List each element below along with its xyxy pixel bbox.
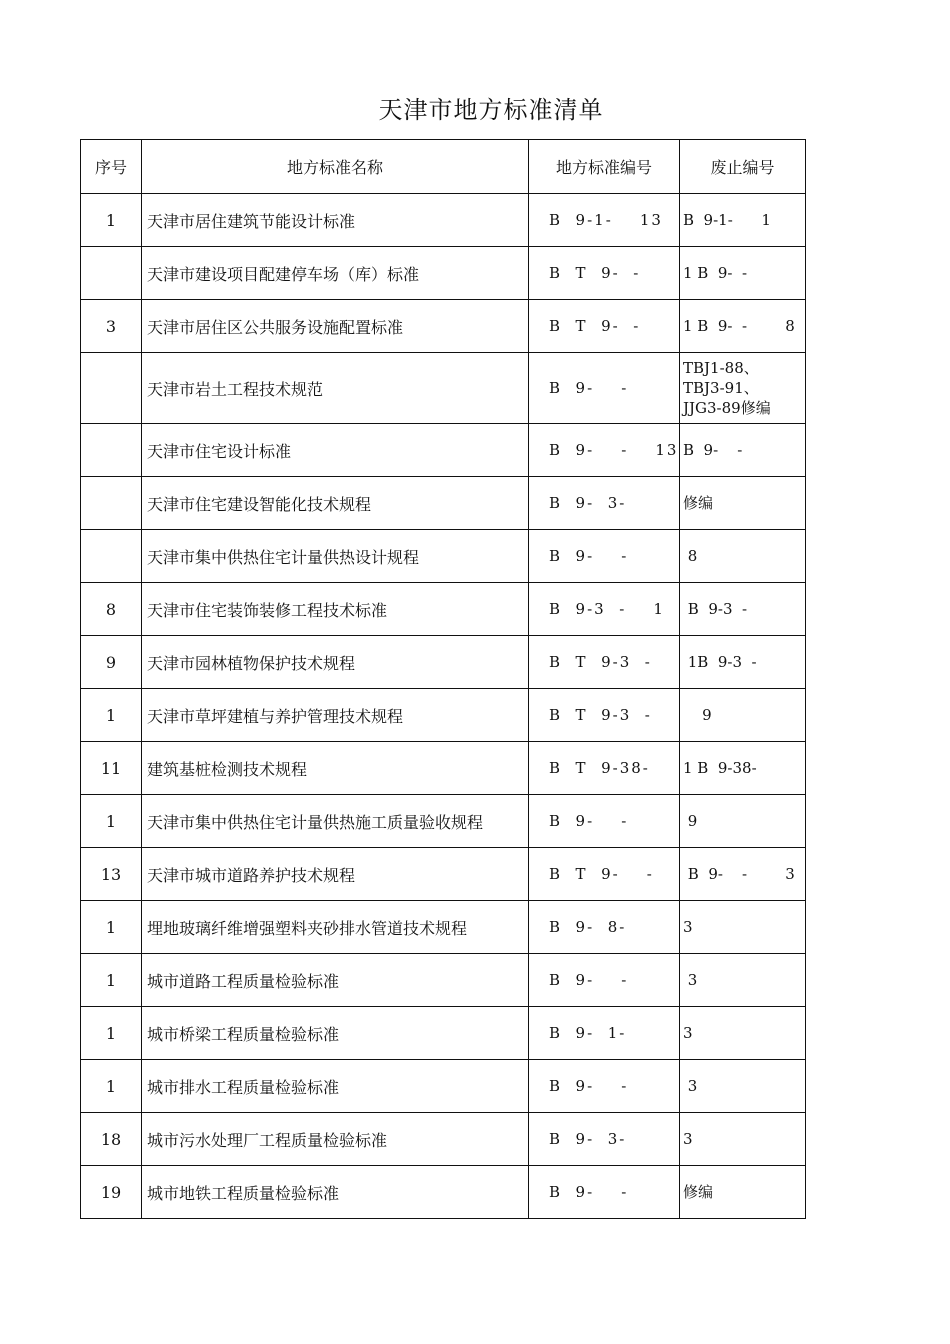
- row-name: 天津市园林植物保护技术规程: [142, 636, 529, 689]
- row-void: 9: [680, 795, 806, 848]
- standards-table: [80, 139, 806, 1219]
- row-name: 天津市城市道路养护技术规程: [142, 848, 529, 901]
- row-code: B T 9-38-: [529, 742, 680, 795]
- row-name: 天津市岩土工程技术规范: [142, 353, 529, 424]
- row-void: 8: [680, 530, 806, 583]
- row-seq: 8: [81, 583, 142, 636]
- row-name: 城市桥梁工程质量检验标准: [142, 1007, 529, 1060]
- row-name: 天津市居住建筑节能设计标准: [142, 194, 529, 247]
- row-code: B 9- -: [529, 1166, 680, 1219]
- row-name: 天津市建设项目配建停车场（库）标准: [142, 247, 529, 300]
- row-void: 修编: [680, 1166, 806, 1219]
- row-code: B 9- -: [529, 353, 680, 424]
- row-seq: 1: [81, 954, 142, 1007]
- row-code: B 9- -: [529, 1060, 680, 1113]
- row-void: 1 B 9-38-: [680, 742, 806, 795]
- row-void: 3: [680, 901, 806, 954]
- row-name: 天津市住宅装饰装修工程技术标准: [142, 583, 529, 636]
- table-row: [81, 300, 806, 353]
- row-void: 3: [680, 954, 806, 1007]
- row-code: B 9-1- 13: [529, 194, 680, 247]
- row-name: 天津市住宅设计标准: [142, 424, 529, 477]
- row-code: B 9-3 - 1: [529, 583, 680, 636]
- table-row: [81, 954, 806, 1007]
- row-void: 9: [680, 689, 806, 742]
- row-name: 天津市居住区公共服务设施配置标准: [142, 300, 529, 353]
- table-row: [81, 848, 806, 901]
- row-seq: [81, 477, 142, 530]
- row-seq: 1: [81, 1007, 142, 1060]
- row-name: 天津市集中供热住宅计量供热施工质量验收规程: [142, 795, 529, 848]
- row-void: 3: [680, 1060, 806, 1113]
- row-code: B 9- 3-: [529, 1113, 680, 1166]
- row-seq: 3: [81, 300, 142, 353]
- row-name: 建筑基桩检测技术规程: [142, 742, 529, 795]
- table-row: [81, 353, 806, 424]
- row-void: 1B 9-3 -: [680, 636, 806, 689]
- table-row: [81, 530, 806, 583]
- row-code: B 9- -: [529, 795, 680, 848]
- header-void: 废止编号: [680, 140, 806, 194]
- row-seq: [81, 424, 142, 477]
- row-void: B 9-1- 1: [680, 194, 806, 247]
- row-seq: 1: [81, 795, 142, 848]
- row-void: B 9- -: [680, 424, 806, 477]
- table-header-row: [81, 140, 806, 194]
- table-row: [81, 1166, 806, 1219]
- row-code: B T 9- -: [529, 300, 680, 353]
- row-code: B 9- -: [529, 530, 680, 583]
- row-code: B 9- 3-: [529, 477, 680, 530]
- row-name: 天津市住宅建设智能化技术规程: [142, 477, 529, 530]
- row-name: 城市道路工程质量检验标准: [142, 954, 529, 1007]
- row-name: 天津市草坪建植与养护管理技术规程: [142, 689, 529, 742]
- row-void: 修编: [680, 477, 806, 530]
- row-seq: 19: [81, 1166, 142, 1219]
- row-code: B 9- 8-: [529, 901, 680, 954]
- row-seq: 13: [81, 848, 142, 901]
- table-body: [81, 140, 806, 1219]
- table-row: [81, 477, 806, 530]
- table-row: [81, 1060, 806, 1113]
- table-row: [81, 795, 806, 848]
- row-void: B 9-3 -: [680, 583, 806, 636]
- row-seq: 1: [81, 1060, 142, 1113]
- row-void: 1 B 9- -: [680, 247, 806, 300]
- row-name: 天津市集中供热住宅计量供热设计规程: [142, 530, 529, 583]
- row-seq: [81, 530, 142, 583]
- row-code: B 9- 1-: [529, 1007, 680, 1060]
- page-title: 天津市地方标准清单: [378, 96, 604, 124]
- row-name: 城市污水处理厂工程质量检验标准: [142, 1113, 529, 1166]
- header-seq: 序号: [81, 140, 142, 194]
- row-seq: 11: [81, 742, 142, 795]
- table-row: [81, 1007, 806, 1060]
- row-name: 埋地玻璃纤维增强塑料夹砂排水管道技术规程: [142, 901, 529, 954]
- row-seq: [81, 353, 142, 424]
- table-row: [81, 424, 806, 477]
- row-code: B 9- - 13: [529, 424, 680, 477]
- row-code: B T 9- -: [529, 848, 680, 901]
- table-row: [81, 583, 806, 636]
- table-row: [81, 247, 806, 300]
- row-void: B 9- - 3: [680, 848, 806, 901]
- table-row: [81, 636, 806, 689]
- row-code: B T 9- -: [529, 247, 680, 300]
- row-code: B T 9-3 -: [529, 636, 680, 689]
- row-seq: 1: [81, 194, 142, 247]
- row-void: 3: [680, 1007, 806, 1060]
- row-seq: 18: [81, 1113, 142, 1166]
- row-void: 3: [680, 1113, 806, 1166]
- row-void: TBJ1-88、 TBJ3-91、 JJG3-89修编: [680, 353, 806, 424]
- row-seq: 9: [81, 636, 142, 689]
- row-name: 城市地铁工程质量检验标准: [142, 1166, 529, 1219]
- header-name: 地方标准名称: [142, 140, 529, 194]
- table-row: [81, 742, 806, 795]
- table-row: [81, 194, 806, 247]
- row-void: 1 B 9- - 8: [680, 300, 806, 353]
- table-row: [81, 901, 806, 954]
- row-code: B 9- -: [529, 954, 680, 1007]
- row-code: B T 9-3 -: [529, 689, 680, 742]
- row-name: 城市排水工程质量检验标准: [142, 1060, 529, 1113]
- table-row: [81, 689, 806, 742]
- row-seq: 1: [81, 689, 142, 742]
- row-seq: 1: [81, 901, 142, 954]
- header-code: 地方标准编号: [529, 140, 680, 194]
- row-seq: [81, 247, 142, 300]
- table-row: [81, 1113, 806, 1166]
